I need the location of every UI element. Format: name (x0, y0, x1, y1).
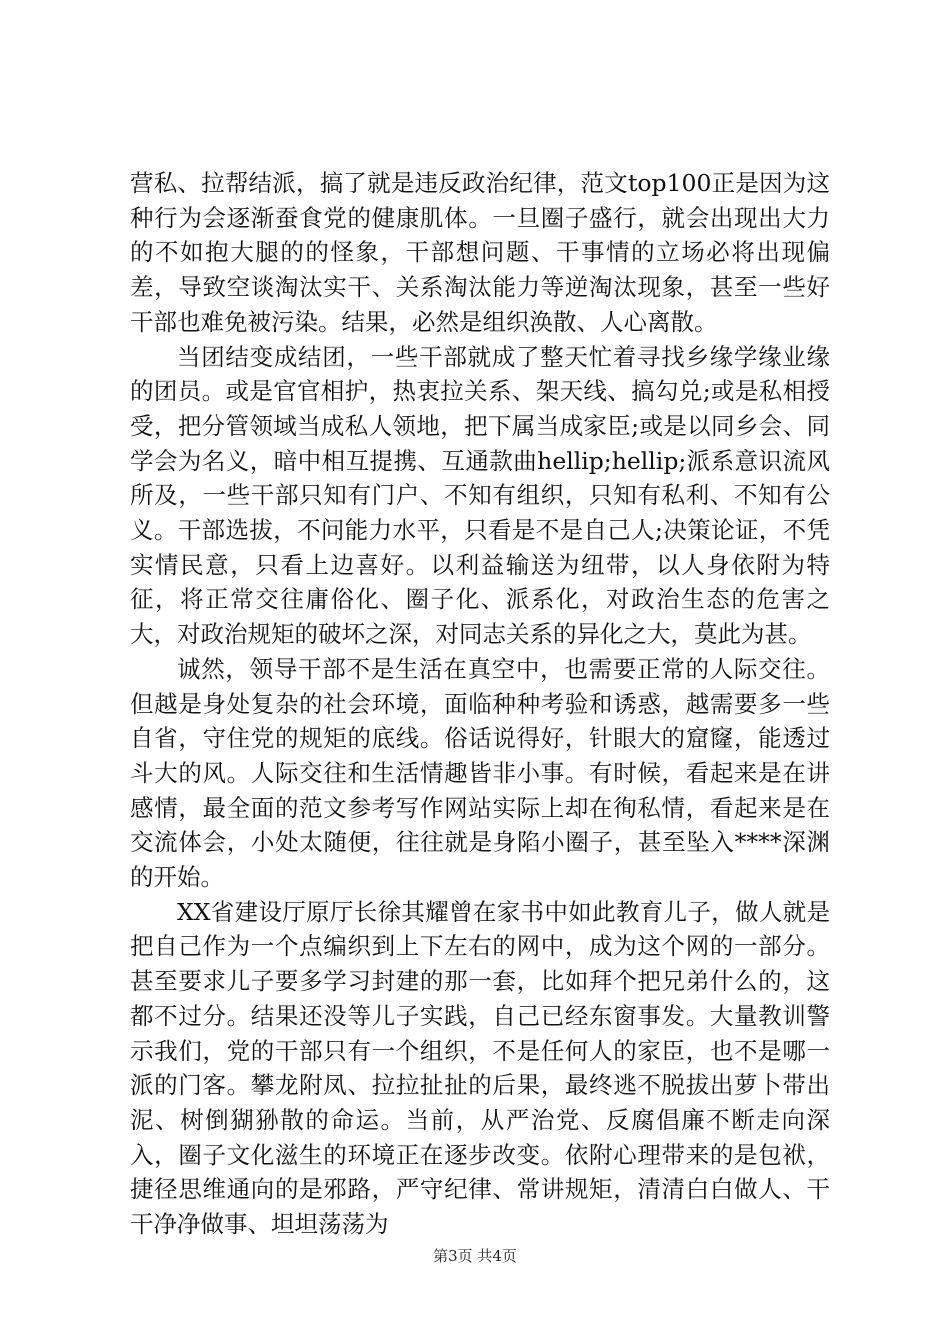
paragraph-2: 当团结变成结团，一些干部就成了整天忙着寻找乡缘学缘业缘的团员。或是官官相护，热衷拉关系、架天线、搞勾兑;或是私相授受，把分管领域当成私人领地，把下属当成家臣;或是以同乡会、同学会为名义，暗中相互提携、互通款曲hellip;hellip;派系意识流风所及，一些干部只知有门户、不知有组织，只知有私利、不知有公义。干部选拔，不问能力水平，只看是不是自己人;决策论证，不凭实情民意，只看上边喜好。以利益输送为纽带，以人身依附为特征，将正常交往庸俗化、圈子化、派系化，对政治生态的危害之大，对政治规矩的破坏之深，对同志关系的异化之大，莫此为甚。 (130, 342, 830, 649)
paragraph-3: 诚然，领导干部不是生活在真空中，也需要正常的人际交往。但越是身处复杂的社会环境，面临种种考验和诱惑，越需要多一些自省，守住党的规矩的底线。俗话说得好，针眼大的窟窿，能透过斗大的风。人际交往和生活情趣皆非小事。有时候，看起来是在讲感情，最全面的范文参考写作网站实际上却在徇私情，看起来是在交流体会，小处太随便，往往就是身陷小圈子，甚至坠入****深渊的开始。 (130, 654, 830, 892)
paragraph-4: XX省建设厅原厅长徐其耀曾在家书中如此教育儿子，做人就是把自己作为一个点编织到上下左右的网中，成为这个网的一部分。甚至要求儿子要多学习封建的那一套，比如拜个把兄弟什么的，这都不过分。结果还没等儿子实践，自己已经东窗事发。大量教训警示我们，党的干部只有一个组织，不是任何人的家臣，也不是哪一派的门客。攀龙附凤、拉拉扯扯的后果，最终逃不脱拔出萝卜带出泥、树倒猢狲散的命运。当前，从严治党、反腐倡廉不断走向深入，圈子文化滋生的环境正在逐步改变。依附心理带来的是包袱，捷径思维通向的是邪路，严守纪律、常讲规矩，清清白白做人、干干净净做事、坦坦荡荡为 (130, 897, 830, 1239)
page-footer: 第3页 共4页 (433, 1247, 517, 1265)
document-body (130, 166, 830, 1242)
paragraph-1: 营私、拉帮结派，搞了就是违反政治纪律，范文top100正是因为这种行为会逐渐蚕食党的健康肌体。一旦圈子盛行，就会出现出大力的不如抱大腿的的怪象，干部想问题、干事情的立场必将出现偏差，导致空谈淘汰实干、关系淘汰能力等逆淘汰现象，甚至一些好干部也难免被污染。结果，必然是组织涣散、人心离散。 (130, 169, 830, 336)
